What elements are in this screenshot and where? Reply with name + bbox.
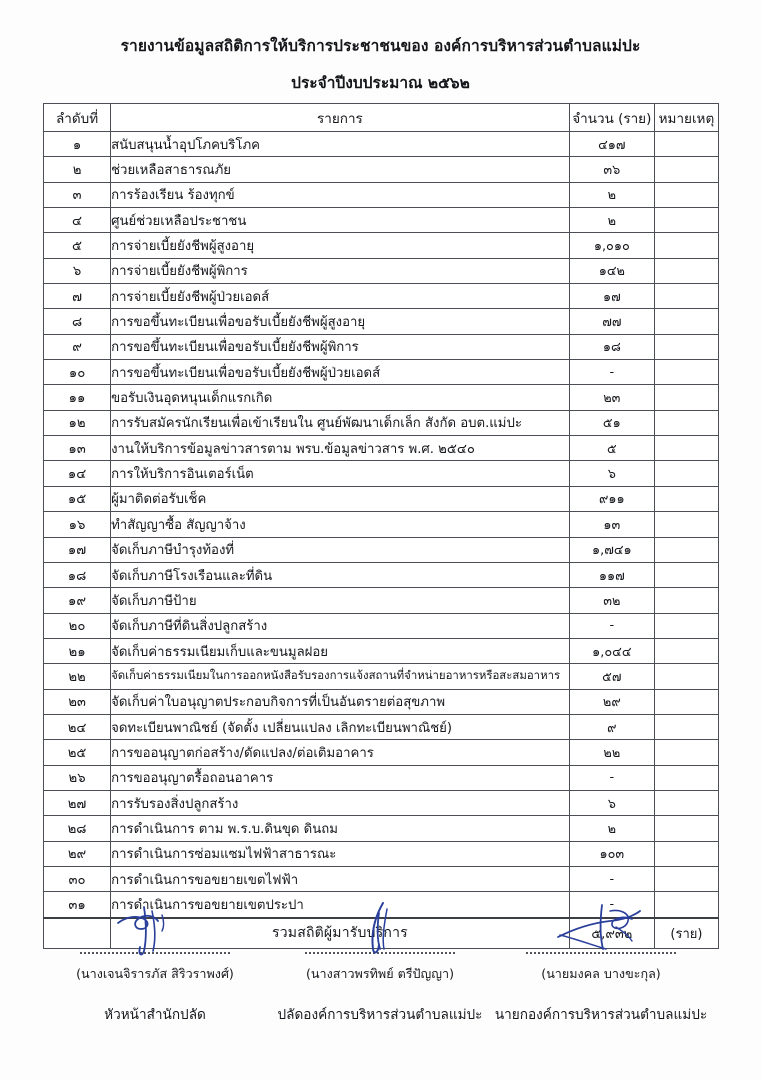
signature-area (43, 905, 719, 1045)
row-index-cell: ๑๖ (44, 512, 111, 537)
signer-role-3: นายกองค์การบริหารส่วนตำบลแม่ปะ (494, 1007, 708, 1023)
table-row (44, 664, 719, 689)
table-row (44, 562, 719, 587)
note-cell (654, 638, 718, 663)
quantity-cell: ๕๗ (569, 664, 654, 689)
note-cell (654, 360, 718, 385)
note-cell (654, 588, 718, 613)
service-name-cell: การรับสมัครนักเรียนเพื่อเข้าเรียนใน ศูนย์พัฒนาเด็กเล็ก สังกัด อบต.แม่ปะ (111, 410, 570, 435)
quantity-cell: ๙ (569, 714, 654, 739)
note-cell (654, 790, 718, 815)
service-name-cell: ทำสัญญาซื้อ สัญญาจ้าง (111, 512, 570, 537)
note-cell (654, 562, 718, 587)
service-name-cell: ผู้มาติดต่อรับเช็ค (111, 486, 570, 511)
table-header (44, 104, 719, 132)
statistics-table (43, 103, 719, 949)
signature-block-1 (40, 905, 270, 1025)
quantity-cell: ๒๒ (569, 740, 654, 765)
row-index-cell: ๒๖ (44, 765, 111, 790)
service-name-cell: การร้องเรียน ร้องทุกข์ (111, 182, 570, 207)
quantity-cell: ๑๔๒ (569, 258, 654, 283)
table-row (44, 436, 719, 461)
service-name-cell: การขอขึ้นทะเบียนเพื่อขอรับเบี้ยยังชีพผู้พิการ (111, 334, 570, 359)
row-index-cell: ๕ (44, 233, 111, 258)
table-row (44, 208, 719, 233)
signer-role-2: ปลัดองค์การบริหารส่วนตำบลแม่ปะ (277, 1007, 483, 1023)
service-name-cell: การให้บริการอินเตอร์เน็ต (111, 461, 570, 486)
table-row (44, 866, 719, 891)
quantity-cell: ๖ (569, 461, 654, 486)
service-name-cell: ขอรับเงินอุดหนุนเด็กแรกเกิด (111, 385, 570, 410)
table-row (44, 258, 719, 283)
row-index-cell: ๒๑ (44, 638, 111, 663)
signer-name-3: (นายมงคล บางขะกุล) (541, 966, 661, 981)
service-name-cell: จัดเก็บภาษีโรงเรือนและที่ดิน (111, 562, 570, 587)
service-name-cell: การขอขึ้นทะเบียนเพื่อขอรับเบี้ยยังชีพผู้สูงอายุ (111, 309, 570, 334)
quantity-cell: ๒๓ (569, 385, 654, 410)
quantity-cell: ๙๑๑ (569, 486, 654, 511)
note-cell (654, 385, 718, 410)
note-cell (654, 689, 718, 714)
signer-role-1: หัวหน้าสำนักปลัด (104, 1007, 206, 1023)
page-title: รายงานข้อมูลสถิติการให้บริการประชาชนของ องค์การบริหารส่วนตำบลแม่ปะ (120, 37, 641, 55)
table-row (44, 613, 719, 638)
total-unit-cell: (ราย) (654, 918, 718, 949)
note-cell (654, 613, 718, 638)
note-cell (654, 309, 718, 334)
quantity-cell: - (569, 866, 654, 891)
quantity-cell: ๕ (569, 436, 654, 461)
column-header-quantity: จำนวน (ราย) (569, 104, 654, 132)
quantity-cell: ๑๗ (569, 284, 654, 309)
table-row (44, 588, 719, 613)
quantity-cell: ๒ (569, 208, 654, 233)
table-row (44, 790, 719, 815)
service-name-cell: การดำเนินการขอขยายเขตประปา (111, 892, 570, 918)
note-cell (654, 740, 718, 765)
quantity-cell: - (569, 892, 654, 918)
row-index-cell: ๔ (44, 208, 111, 233)
service-name-cell: จัดเก็บค่าธรรมเนียมในการออกหนังสือรับรองการแจ้งสถานที่จำหน่ายอาหารหรือสะสมอาหาร (111, 664, 570, 689)
service-name-cell: สนับสนุนน้ำอุปโภคบริโภค (111, 132, 570, 157)
row-index-cell: ๖ (44, 258, 111, 283)
table-header-row (44, 104, 719, 132)
table-row (44, 714, 719, 739)
table-row (44, 157, 719, 182)
signature-ink-1 (40, 905, 270, 951)
quantity-cell: ๓๒ (569, 588, 654, 613)
row-index-cell: ๙ (44, 334, 111, 359)
total-value-cell: ๕,๙๓๒ (569, 918, 654, 949)
note-cell (654, 714, 718, 739)
row-index-cell: ๑๒ (44, 410, 111, 435)
table-row (44, 537, 719, 562)
table-row (44, 765, 719, 790)
table-row (44, 841, 719, 866)
note-cell (654, 486, 718, 511)
quantity-cell: ๒๙ (569, 689, 654, 714)
row-index-cell: ๓๑ (44, 892, 111, 918)
table-row (44, 816, 719, 841)
quantity-cell: ๕๑ (569, 410, 654, 435)
row-index-cell: ๒ (44, 157, 111, 182)
signer-name-2: (นางสาวพรทิพย์ ตรีปัญญา) (305, 966, 454, 981)
page-subtitle: ประจำปีงบประมาณ ๒๕๖๒ (291, 74, 470, 93)
row-index-cell: ๓๐ (44, 866, 111, 891)
note-cell (654, 841, 718, 866)
note-cell (654, 258, 718, 283)
table-row (44, 638, 719, 663)
row-index-cell: ๑๙ (44, 588, 111, 613)
service-name-cell: จัดเก็บภาษีที่ดินสิ่งปลูกสร้าง (111, 613, 570, 638)
row-index-cell: ๒๗ (44, 790, 111, 815)
note-cell (654, 537, 718, 562)
row-index-cell: ๑๓ (44, 436, 111, 461)
row-index-cell: ๑๑ (44, 385, 111, 410)
service-name-cell: จดทะเบียนพาณิชย์ (จัดตั้ง เปลี่ยนแปลง เลิกทะเบียนพาณิชย์) (111, 714, 570, 739)
note-cell (654, 816, 718, 841)
note-cell (654, 866, 718, 891)
quantity-cell: ๑๓ (569, 512, 654, 537)
note-cell (654, 334, 718, 359)
quantity-cell: ๒ (569, 182, 654, 207)
signer-name-1: (นางเจนจิรารภัส สิริวราพงศ์) (76, 966, 234, 981)
service-name-cell: ศูนย์ช่วยเหลือประชาชน (111, 208, 570, 233)
service-name-cell: การขออนุญาตรื้อถอนอาคาร (111, 765, 570, 790)
quantity-cell: ๒ (569, 816, 654, 841)
document-title-block (0, 0, 761, 95)
note-cell (654, 765, 718, 790)
service-name-cell: จัดเก็บค่าธรรมเนียมเก็บและขนมูลฝอย (111, 638, 570, 663)
note-cell (654, 512, 718, 537)
note-cell (654, 233, 718, 258)
service-name-cell: การขอขึ้นทะเบียนเพื่อขอรับเบี้ยยังชีพผู้ป่วยเอดส์ (111, 360, 570, 385)
table-row (44, 233, 719, 258)
service-name-cell: การดำเนินการซ่อมแซมไฟฟ้าสาธารณะ (111, 841, 570, 866)
table-row (44, 182, 719, 207)
service-name-cell: งานให้บริการข้อมูลข่าวสารตาม พรบ.ข้อมูลข่าวสาร พ.ศ. ๒๕๔๐ (111, 436, 570, 461)
quantity-cell: ๑,๐๑๐ (569, 233, 654, 258)
table-row (44, 309, 719, 334)
service-name-cell: จัดเก็บภาษีบำรุงท้องที่ (111, 537, 570, 562)
row-index-cell: ๗ (44, 284, 111, 309)
quantity-cell: ๗๗ (569, 309, 654, 334)
quantity-cell: ๔๑๗ (569, 132, 654, 157)
service-name-cell: การจ่ายเบี้ยยังชีพผู้พิการ (111, 258, 570, 283)
table-row (44, 461, 719, 486)
service-name-cell: การรับรองสิ่งปลูกสร้าง (111, 790, 570, 815)
table-row (44, 385, 719, 410)
row-index-cell: ๒๓ (44, 689, 111, 714)
service-name-cell: จัดเก็บภาษีป้าย (111, 588, 570, 613)
row-index-cell: ๑๕ (44, 486, 111, 511)
table-row (44, 132, 719, 157)
row-index-cell: ๑๔ (44, 461, 111, 486)
service-name-cell: การดำเนินการขอขยายเขตไฟฟ้า (111, 866, 570, 891)
quantity-cell: ๖ (569, 790, 654, 815)
service-name-cell: ช่วยเหลือสาธารณภัย (111, 157, 570, 182)
row-index-cell: ๘ (44, 309, 111, 334)
signature-ink-3 (486, 905, 716, 951)
row-index-cell: ๒๘ (44, 816, 111, 841)
service-name-cell: การดำเนินการ ตาม พ.ร.บ.ดินขุด ดินถม (111, 816, 570, 841)
signature-ink-2 (265, 905, 495, 951)
table-row (44, 512, 719, 537)
quantity-cell: - (569, 360, 654, 385)
note-cell (654, 157, 718, 182)
table-row (44, 284, 719, 309)
quantity-cell: - (569, 765, 654, 790)
table-row (44, 689, 719, 714)
row-index-cell: ๑๗ (44, 537, 111, 562)
row-index-cell: ๑ (44, 132, 111, 157)
total-label-cell: รวมสถิติผู้มารับบริการ (111, 918, 570, 949)
signature-block-3 (486, 905, 716, 1025)
quantity-cell: ๓๖ (569, 157, 654, 182)
service-name-cell: การจ่ายเบี้ยยังชีพผู้สูงอายุ (111, 233, 570, 258)
quantity-cell: ๑๑๗ (569, 562, 654, 587)
note-cell (654, 436, 718, 461)
table-row (44, 360, 719, 385)
note-cell (654, 461, 718, 486)
table-row (44, 486, 719, 511)
table-row (44, 334, 719, 359)
row-index-cell: ๑๐ (44, 360, 111, 385)
quantity-cell: ๑,๐๔๔ (569, 638, 654, 663)
row-index-cell: ๒๔ (44, 714, 111, 739)
note-cell (654, 284, 718, 309)
note-cell (654, 410, 718, 435)
column-header-no: ลำดับที่ (44, 104, 111, 132)
note-cell (654, 208, 718, 233)
column-header-item: รายการ (111, 104, 570, 132)
quantity-cell: ๑,๗๔๑ (569, 537, 654, 562)
quantity-cell: ๑๐๓ (569, 841, 654, 866)
note-cell (654, 664, 718, 689)
quantity-cell: - (569, 613, 654, 638)
row-index-cell: ๓ (44, 182, 111, 207)
quantity-cell: ๑๘ (569, 334, 654, 359)
row-index-cell: ๑๘ (44, 562, 111, 587)
row-index-cell: ๒๒ (44, 664, 111, 689)
row-index-cell: ๒๕ (44, 740, 111, 765)
service-name-cell: การจ่ายเบี้ยยังชีพผู้ป่วยเอดส์ (111, 284, 570, 309)
service-name-cell: จัดเก็บค่าใบอนุญาตประกอบกิจการที่เป็นอันตรายต่อสุขภาพ (111, 689, 570, 714)
row-index-cell: ๒๐ (44, 613, 111, 638)
note-cell (654, 182, 718, 207)
note-cell (654, 132, 718, 157)
statistics-table-container (43, 103, 719, 949)
signature-block-2 (265, 905, 495, 1025)
table-row (44, 740, 719, 765)
column-header-note: หมายเหตุ (654, 104, 718, 132)
service-name-cell: การขออนุญาตก่อสร้าง/ดัดแปลง/ต่อเติมอาคาร (111, 740, 570, 765)
table-row (44, 410, 719, 435)
table-body (44, 132, 719, 949)
row-index-cell: ๒๙ (44, 841, 111, 866)
